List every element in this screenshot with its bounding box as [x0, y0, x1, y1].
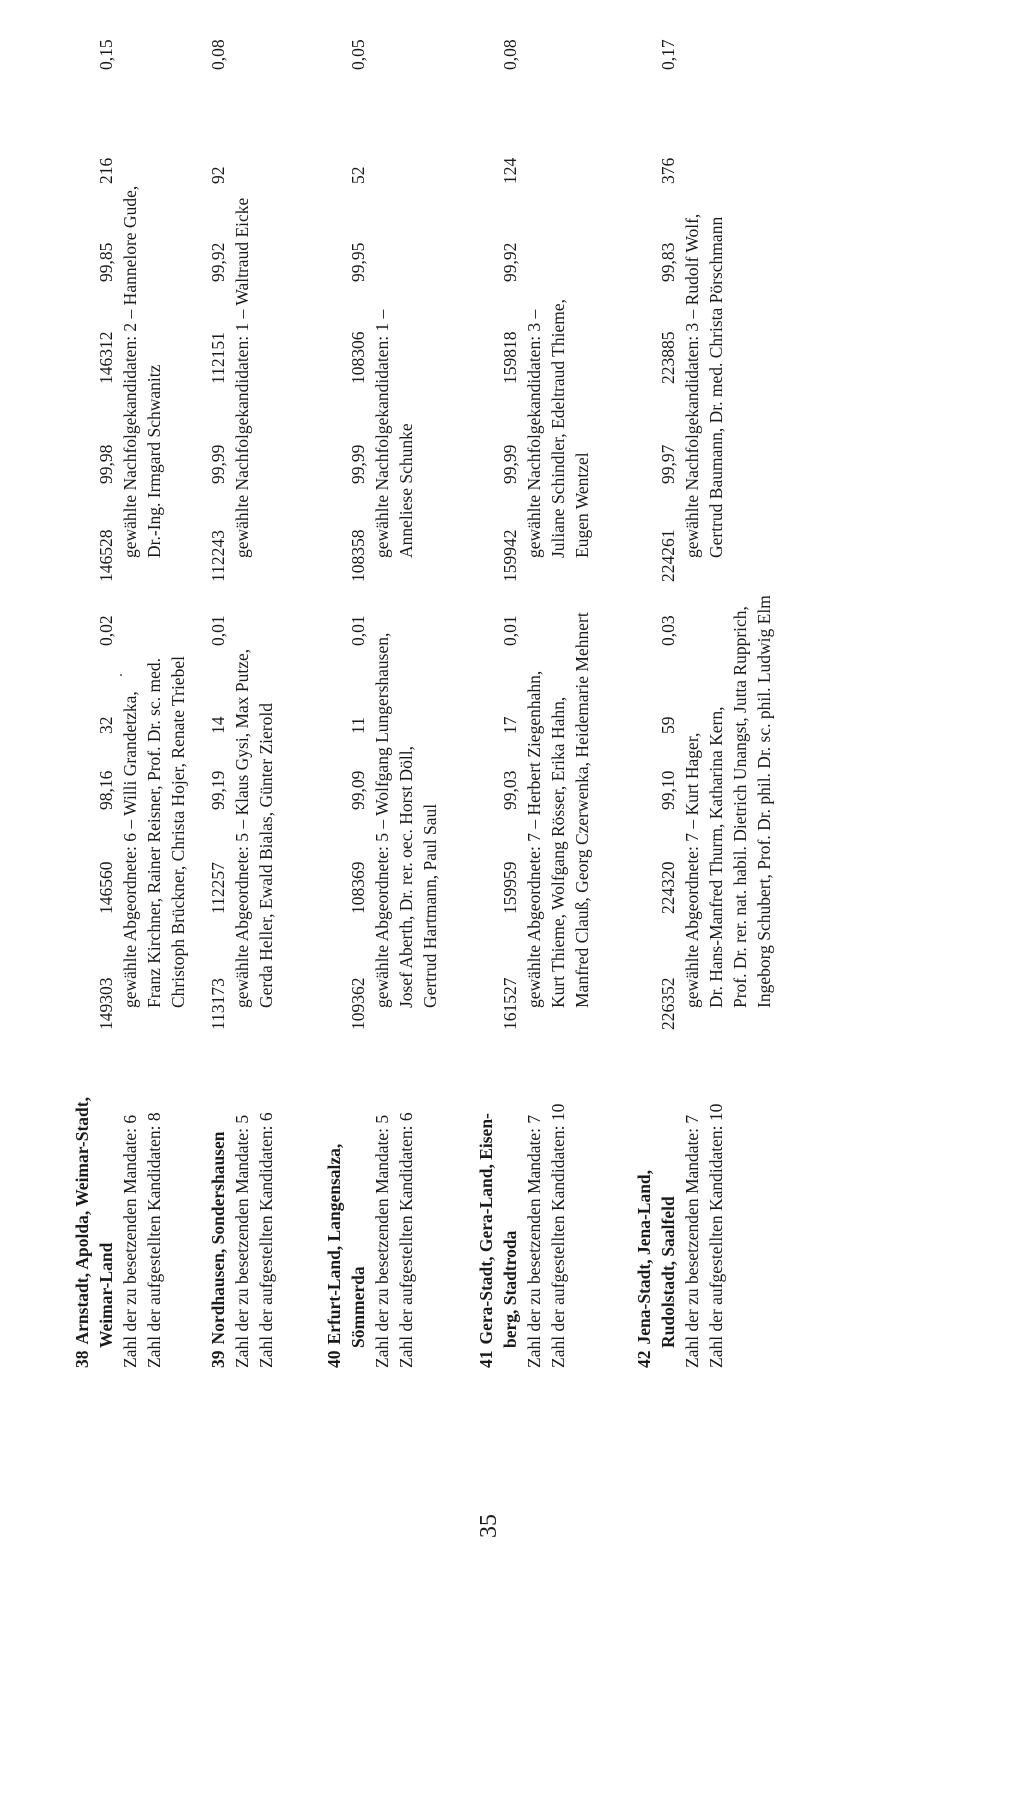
second-count-valid-percent: 99,85 — [96, 242, 116, 282]
elected-line: gewählte Abgeordnete: 6 – Willi Grandetzka, — [120, 691, 140, 1008]
invalid-votes: 11 — [348, 717, 368, 734]
second-count-valid-percent: 99,83 — [658, 242, 678, 282]
district-41 — [474, 0, 598, 1680]
votes-cast: 109362 — [348, 977, 368, 1030]
second-count-invalid: 124 — [500, 157, 520, 184]
votes-cast: 226352 — [658, 977, 678, 1030]
valid-votes-percent: 98,16 — [96, 770, 116, 810]
district-results — [206, 0, 330, 1030]
second-count-valid: 159818 — [500, 331, 520, 384]
district-header — [474, 1036, 570, 1368]
district-mandates: Zahl der zu besetzenden Mandate: 5 — [232, 1114, 252, 1368]
elected-members — [118, 578, 190, 1008]
successor-line: gewählte Nachfolgekandidaten: 1 – Waltraud Eicke — [232, 197, 252, 558]
second-count-valid: 108306 — [348, 331, 368, 384]
successor-line: gewählte Nachfolgekandidaten: 2 – Hannelore Gude, — [120, 185, 140, 558]
district-title — [474, 1036, 498, 1368]
elected-line: Prof. Dr. rer. nat. habil. Dietrich Unangst, Jutta Rupprich, — [730, 606, 750, 1008]
district-title — [632, 1036, 656, 1368]
second-count-votes: 224261 — [658, 529, 678, 582]
district-title-line1: Nordhausen, Sondershausen — [208, 1131, 228, 1345]
invalid-votes: 59 — [658, 716, 678, 734]
invalid-votes-percent: 0,01 — [348, 615, 368, 646]
district-number: 39 — [208, 1350, 228, 1368]
district-title-line2: berg, Stadtroda — [500, 1230, 520, 1348]
invalid-votes-percent: 0,02 — [96, 615, 116, 646]
elected-line: Manfred Clauß, Georg Czerwenka, Heidemarie Mehnert — [572, 612, 592, 1008]
second-count-valid-percent: 99,92 — [208, 242, 228, 282]
district-candidates: Zahl der aufgestellten Kandidaten: 6 — [256, 1112, 276, 1368]
second-count-invalid: 52 — [348, 166, 368, 184]
second-count-invalid: 376 — [658, 157, 678, 184]
district-results — [632, 0, 774, 1030]
invalid-votes: 32 — [96, 716, 116, 734]
valid-votes: 108369 — [348, 861, 368, 914]
second-count-votes: 112243 — [208, 530, 228, 582]
district-header — [632, 1036, 728, 1368]
district-candidates: Zahl der aufgestellten Kandidaten: 6 — [396, 1112, 416, 1368]
invalid-votes-percent: 0,03 — [658, 615, 678, 646]
valid-votes: 159959 — [500, 861, 520, 914]
second-count-invalid: 216 — [96, 157, 116, 184]
valid-votes-percent: 99,10 — [658, 770, 678, 810]
successor-line: Dr.-Ing. Irmgard Schwanitz — [144, 364, 164, 558]
district-candidates: Zahl der aufgestellten Kandidaten: 8 — [144, 1112, 164, 1368]
district-mandates: Zahl der zu besetzenden Mandate: 7 — [524, 1114, 544, 1368]
district-results — [474, 0, 598, 1030]
elected-line: Franz Kirchner, Rainer Reisner, Prof. Dr. sc. med. — [144, 658, 164, 1008]
district-40 — [322, 0, 446, 1680]
district-title-line2: Weimar-Land — [96, 1242, 116, 1348]
elected-line: gewählte Abgeordnete: 7 – Kurt Hager, — [682, 732, 702, 1008]
district-title-line2: Rudolstadt, Saalfeld — [658, 1196, 678, 1348]
second-count-percent: 99,98 — [96, 444, 116, 484]
valid-votes-percent: 99,19 — [208, 770, 228, 810]
successor-line: gewählte Nachfolgekandidaten: 1 – — [372, 309, 392, 558]
district-header — [322, 1036, 418, 1368]
district-number: 40 — [324, 1350, 344, 1368]
second-count-votes: 108358 — [348, 529, 368, 582]
district-title-line1: Erfurt-Land, Langensalza, — [324, 1143, 344, 1345]
district-header — [70, 1036, 166, 1368]
district-title — [70, 1036, 94, 1368]
successor-line: Gertrud Baumann, Dr. med. Christa Pörschmann — [706, 216, 726, 558]
district-mandates: Zahl der zu besetzenden Mandate: 7 — [682, 1114, 702, 1368]
district-number: 41 — [476, 1350, 496, 1368]
valid-votes-percent: 99,09 — [348, 770, 368, 810]
district-number: 42 — [634, 1350, 654, 1368]
elected-line: gewählte Abgeordnete: 5 – Klaus Gysi, Max Putze, — [232, 648, 252, 1008]
second-count-percent: 99,99 — [500, 444, 520, 484]
elected-line: Josef Aberth, Dr. rer. oec. Horst Döll, — [396, 746, 416, 1008]
elected-successors — [118, 128, 166, 558]
district-mandates: Zahl der zu besetzenden Mandate: 6 — [120, 1114, 140, 1368]
successor-line: Eugen Wentzel — [572, 452, 592, 558]
second-count-percent: 99,99 — [348, 444, 368, 484]
second-count-invalid-percent: 0,17 — [658, 39, 678, 70]
elected-successors — [370, 128, 418, 558]
district-title-line1: Arnstadt, Apolda, Weimar-Stadt, — [72, 1097, 92, 1345]
district-results — [322, 0, 446, 1030]
district-mandates: Zahl der zu besetzenden Mandate: 5 — [372, 1114, 392, 1368]
elected-members — [370, 578, 442, 1008]
elected-line: gewählte Abgeordnete: 5 – Wolfgang Lungershausen, — [372, 632, 392, 1008]
elected-members — [230, 578, 278, 1008]
second-count-valid-percent: 99,92 — [500, 242, 520, 282]
second-count-percent: 99,97 — [658, 444, 678, 484]
district-39 — [206, 0, 330, 1680]
second-count-invalid-percent: 0,15 — [96, 39, 116, 70]
second-count-invalid: 92 — [208, 166, 228, 184]
elected-line: Kurt Thieme, Wolfgang Rösser, Erika Hahn, — [548, 696, 568, 1008]
district-results — [70, 0, 194, 1030]
district-42 — [632, 0, 774, 1680]
second-count-votes: 159942 — [500, 529, 520, 582]
district-number: 38 — [72, 1350, 92, 1368]
district-title — [206, 1036, 230, 1368]
second-count-invalid-percent: 0,08 — [500, 39, 520, 70]
invalid-votes: 17 — [500, 716, 520, 734]
elected-line: Ingeborg Schubert, Prof. Dr. phil. Dr. sc. phil. Ludwig Elm — [754, 595, 774, 1008]
second-count-invalid-percent: 0,05 — [348, 39, 368, 70]
district-title-line1: Jena-Stadt, Jena-Land, — [634, 1169, 654, 1345]
elected-line: Gertrud Hartmann, Paul Saul — [420, 803, 440, 1008]
district-title — [322, 1036, 346, 1368]
successor-line: Juliane Schindler, Edeltraud Thieme, — [548, 299, 568, 558]
valid-votes: 224320 — [658, 861, 678, 914]
valid-votes-percent: 99,03 — [500, 770, 520, 810]
district-38 — [70, 0, 194, 1680]
elected-line: Christoph Brückner, Christa Hojer, Renate Triebel — [168, 656, 188, 1008]
elected-line: Dr. Hans-Manfred Thurm, Katharina Kern, — [706, 706, 726, 1008]
votes-cast: 149303 — [96, 977, 116, 1030]
second-count-valid: 146312 — [96, 331, 116, 384]
district-candidates: Zahl der aufgestellten Kandidaten: 10 — [706, 1103, 726, 1368]
elected-members — [522, 578, 594, 1008]
district-title-line2: Sömmerda — [348, 1266, 368, 1348]
elected-members — [680, 578, 776, 1008]
second-count-valid-percent: 99,95 — [348, 242, 368, 282]
successor-line: gewählte Nachfolgekandidaten: 3 – Rudolf Wolf, — [682, 213, 702, 558]
second-count-valid: 112151 — [208, 332, 228, 384]
elected-successors — [522, 128, 594, 558]
invalid-votes-percent: 0,01 — [500, 615, 520, 646]
elected-line: gewählte Abgeordnete: 7 – Herbert Ziegenhahn, — [524, 670, 544, 1008]
second-count-votes: 146528 — [96, 529, 116, 582]
successor-line: Anneliese Schunke — [396, 423, 416, 558]
district-title-line1: Gera-Stadt, Gera-Land, Eisen- — [476, 1113, 496, 1345]
elected-line: Gerda Heller, Ewald Bialas, Günter Zierold — [256, 703, 276, 1008]
district-candidates: Zahl der aufgestellten Kandidaten: 10 — [548, 1103, 568, 1368]
elected-successors — [680, 128, 728, 558]
invalid-votes: 14 — [208, 716, 228, 734]
valid-votes: 146560 — [96, 861, 116, 914]
successor-line: gewählte Nachfolgekandidaten: 3 – — [524, 309, 544, 558]
votes-cast: 113173 — [208, 978, 228, 1030]
second-count-valid: 223885 — [658, 331, 678, 384]
page-number: 35 — [476, 1514, 502, 1538]
second-count-invalid-percent: 0,08 — [208, 39, 228, 70]
district-header — [206, 1036, 278, 1368]
invalid-votes-percent: 0,01 — [208, 615, 228, 646]
second-count-percent: 99,99 — [208, 444, 228, 484]
votes-cast: 161527 — [500, 977, 520, 1030]
elected-successors — [230, 128, 254, 558]
valid-votes: 112257 — [208, 862, 228, 914]
